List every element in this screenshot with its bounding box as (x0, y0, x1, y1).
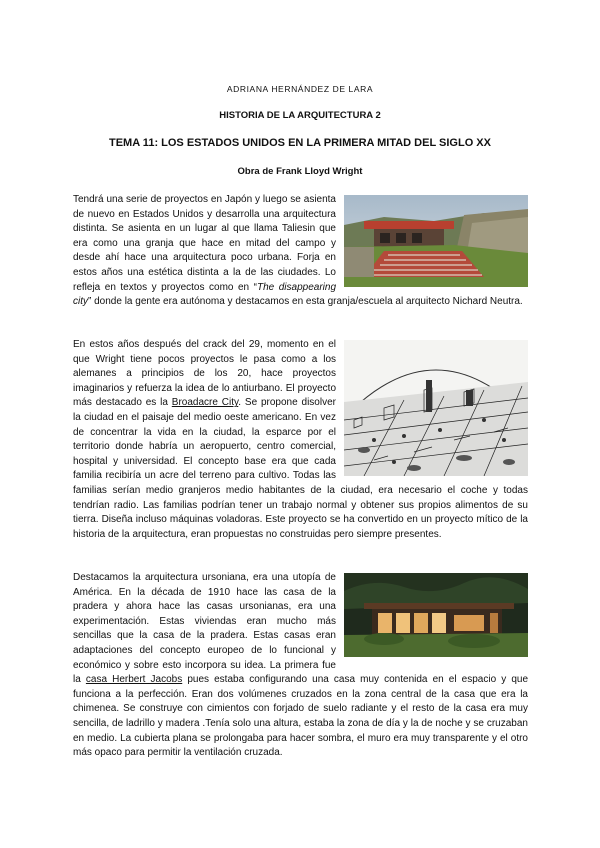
taliesin-photo (344, 195, 528, 287)
topic-title: TEMA 11: LOS ESTADOS UNIDOS EN LA PRIMERA MITAD DEL SIGLO XX (109, 137, 491, 149)
disappearing-city-title: The disappearing city (73, 281, 337, 308)
broadacre-city-drawing (344, 340, 528, 476)
section-usonian (73, 571, 528, 761)
section2-text-a: En estos años después del crack del 29, momento en el que Wright tiene pocos proyectos le pasa como a los alemanes a principios de los 20, hace proyectos imaginarios y refuerza la idea de lo antiurbano. El proyecto más destacado es la (73, 339, 336, 409)
section1-text-b: ” donde la gente era autónoma y destacamos en esta granja/escuela al arquitecto Nichard Neutra. (88, 296, 523, 308)
broadacre-city-link[interactable]: Broadacre City (171, 397, 239, 409)
section3-text-a: Destacamos la arquitectura ursoniana, era una utopía de América. En la década de 1910 hace las casa de la pradera y ahora hace las casas ursonianas, era una experimentación. Estas viviendas eran mucho más sencillas que la casa de la pradera. Estas casas eran adaptaciones del concepto europeo de lo funcional y económico y sobre esto incorpora su idea. La primera fue la (73, 572, 336, 686)
herbert-jacobs-house-photo (344, 573, 528, 657)
section-broadacre (73, 338, 528, 542)
casa-herbert-jacobs-link[interactable]: casa Herbert Jacobs (85, 674, 183, 686)
section-subtitle: Obra de Frank Lloyd Wright (237, 166, 363, 177)
section2-text-b: . Se propone disolver la ciudad en el paisaje del medio oeste americano. En vez de concentrar la vida en la ciudad, la esparce por el territorio donde habría un aeropuerto, centro comercial, hospital y universidad. El concepto base era que cada familia recibiría un acre del terreno para cultivo. Todas las familias serían medio granjeros medio habitantes de la ciudad, era necesario el coche y todas tendrían radio. Las familias podrían tener un trabajo normal y obtener sus propios alimentos de su tierra. Diseña incluso máquinas voladoras. Este proyecto se ha convertido en un proyecto mítico de la historia de la arquitectura, eran propuestas no construidas pero siempre presentes. (73, 397, 528, 540)
section3-text-b: pues estaba configurando una casa muy contenida en el espacio y que funciona a la perfección. Eran dos volúmenes cruzados en la zona central de la casa que era la chimenea. Se construye con cimientos con forjado de suelo radiante y el resto de la casa era muy sencilla, de ladrillo y madera .Tenía solo una altura, estaba la zona de día y la de noche y se cruzaban en medio. La cubierta plana se prolongaba para hacer sombra, el muro era muy transparente y el otro más opaco para permitir la ventilación cruzada. (73, 674, 529, 759)
section-taliesin (73, 193, 528, 310)
section1-text-a: Tendrá una serie de proyectos en Japón y luego se asienta de nuevo en Estados Unidos y desarrolla una arquitectura distinta. Se asienta en un lugar al que llama Taliesin que era como una granja que hace en mitad del campo y desde ahí hace una arquitectura poco urbana. Forja en estos años una estética distinta a la de las ciudades. Lo refleja en textos y proyectos como en “ (73, 194, 336, 293)
course-title: HISTORIA DE LA ARQUITECTURA 2 (219, 110, 381, 121)
author-name: ADRIANA HERNÁNDEZ DE LARA (226, 84, 374, 94)
